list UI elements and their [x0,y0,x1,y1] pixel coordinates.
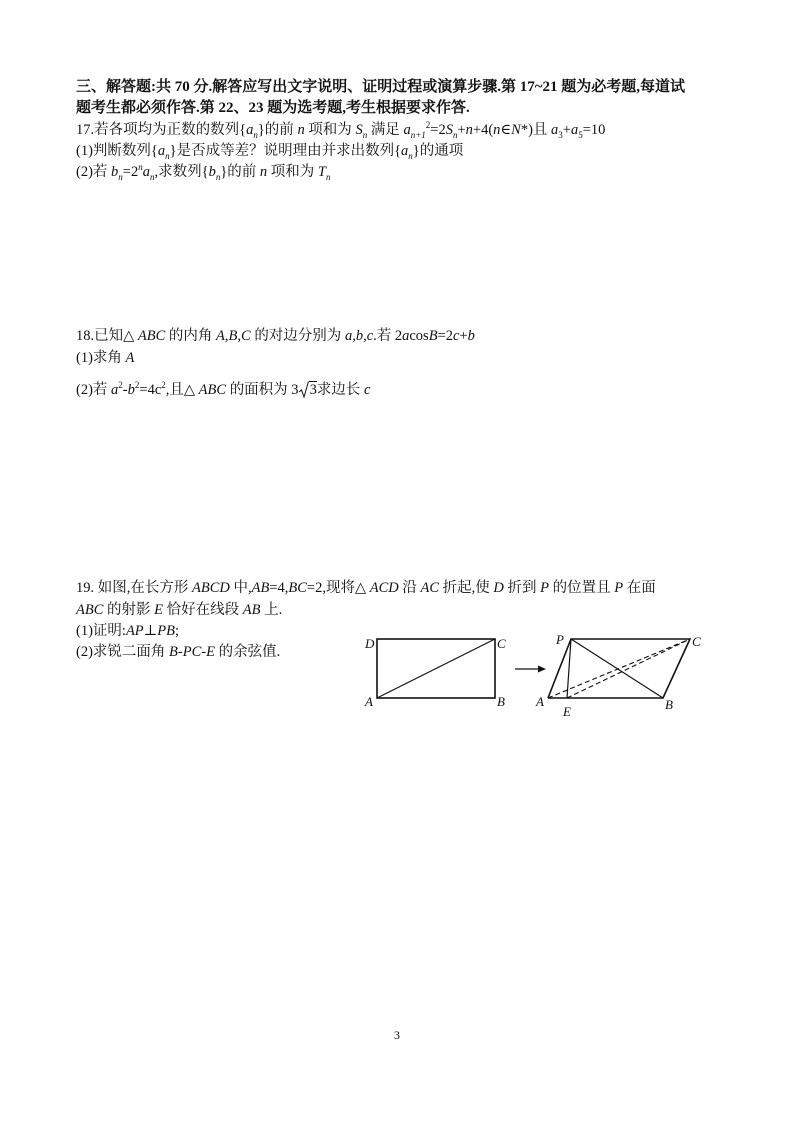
q19-stem-line1: 19. 如图,在长方形 ABCD 中,AB=4,BC=2,现将△ ACD 沿 AC 折起,使 D 折到 P 的位置且 P 在面 [76,580,656,596]
sqrt-symbol: 3 [299,380,317,400]
q19-part2: (2)求锐二面角 B-PC-E 的余弦值. [76,644,281,660]
q18-part2: (2)若 $a^2-b^2=4c^2$,且△ ABC 的面积为 3 3求边长 c [76,380,371,398]
q19-figure [350,628,710,720]
label-b-left: B [497,694,505,709]
folded-figure [535,632,701,719]
q19-stem-line2: ABC 的射影 E 恰好在线段 AB 上. [76,602,283,618]
q17-part1: (1)判断数列$\{a_n\}$是否成等差？说明理由并求出数列$\{a_n\}$的通项 [76,143,464,161]
q18-part1: (1)求角 A [76,350,135,366]
q17-part2: (2)若 $b_n=2^na_n$,求数列$\{b_n\}$的前 n 项和为 $T_n$ [76,162,331,182]
q18-stem: 18.已知△ ABC 的内角 A,B,C 的对边分别为 a,b,c.若 2acosB=2c+b [76,328,475,344]
q19-part1: (1)证明:AP⊥PB; [76,623,180,639]
page-number: 3 [394,1028,400,1042]
label-p: P [556,632,564,647]
q17-stem: 17.若各项均为正数的数列$\{a_n\}$的前 n 项和为 $S_n$ 满足 $a_{n+1}^2=2S_n+n+4(n\in N*)$且 $a_3+a_5=10$ [76,120,606,140]
label-c-right: C [692,634,701,649]
label-b-right: B [665,697,673,712]
arrow-icon [515,666,546,673]
radical-sign [299,381,309,399]
label-a-left: A [365,694,373,709]
label-e: E [563,704,571,719]
section-header-line2: 题考生都必须作答.第 22、23 题为选考题,考生根据要求作答. [76,100,470,116]
label-a-right: A [536,694,544,709]
label-d: D [365,636,375,651]
diagonal-ac [377,639,495,698]
label-c-left: C [497,636,506,651]
rectangle-abcd-diagram [364,636,506,709]
section-header-line1: 三、解答题:共 70 分.解答应写出文字说明、证明过程或演算步骤.第 17~21 题为必考题,每道试 [76,79,686,95]
